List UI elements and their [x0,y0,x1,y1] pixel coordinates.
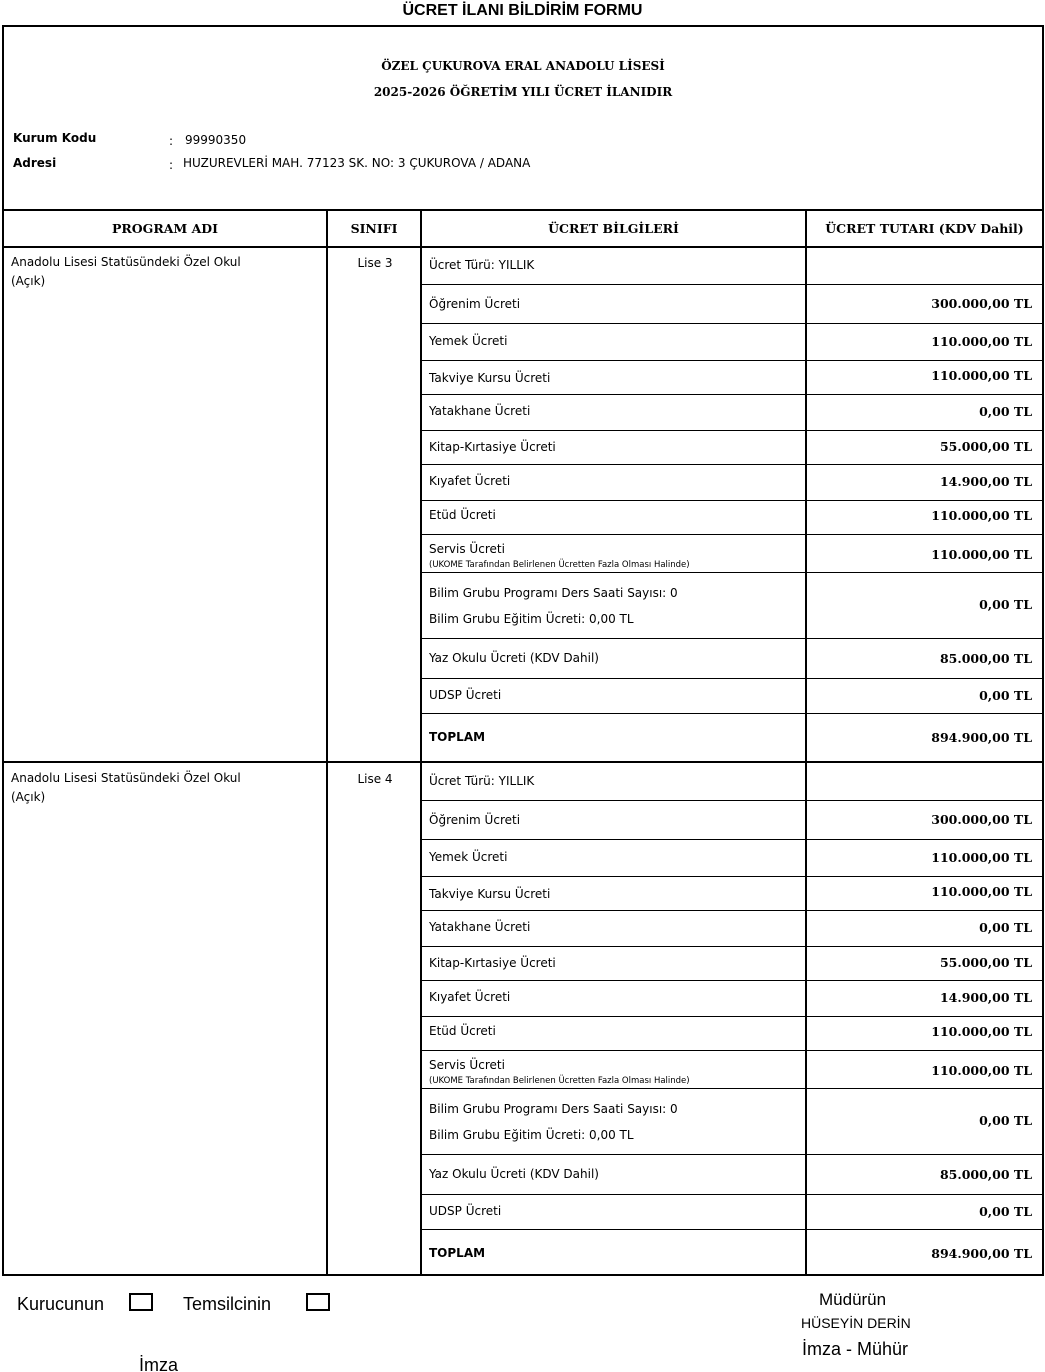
column-divider [326,209,328,1276]
temsilci-checkbox[interactable] [306,1293,330,1311]
column-sinifi: SINIFI [350,221,398,236]
servis-note: (UKOME Tarafından Belirlenen Ücretten Fazla Olması Halinde) [429,1076,690,1086]
takviye-kursu-label: Takviye Kursu Ücreti [429,371,551,385]
servis-amount: 110.000,00 TL [931,547,1032,562]
servis-label: Servis Ücreti [429,542,505,556]
kitap-kirtasiye-label: Kitap-Kırtasiye Ücreti [429,956,556,970]
bilim-grubu-saat-label: Bilim Grubu Programı Ders Saati Sayısı: 0 [429,1102,678,1116]
column-ucret-tutari: ÜCRET TUTARI (KDV Dahil) [825,221,1024,236]
row-divider [421,323,1042,324]
yatakhane-label: Yatakhane Ücreti [429,404,531,418]
row-divider [421,980,1042,981]
program-name [11,253,311,291]
row-divider [421,638,1042,639]
kurum-kodu-label: Kurum Kodu [13,131,97,145]
program-name [11,769,311,807]
row-divider [421,1050,1042,1051]
toplam-amount: 894.900,00 TL [931,1246,1032,1261]
fee-type-label: Ücret Türü: YILLIK [429,774,535,788]
etud-amount: 110.000,00 TL [931,508,1032,523]
udsp-amount: 0,00 TL [979,1204,1032,1219]
servis-amount: 110.000,00 TL [931,1063,1032,1078]
program-grade: Lise 4 [357,772,393,786]
kitap-kirtasiye-label: Kitap-Kırtasiye Ücreti [429,440,556,454]
row-divider [421,946,1042,947]
adres-label: Adresi [13,156,57,170]
etud-label: Etüd Ücreti [429,1024,496,1038]
temsilci-label: Temsilcinin [183,1294,272,1314]
adres-value: HUZUREVLERİ MAH. 77123 SK. NO: 3 ÇUKUROVA / ADANA [183,156,531,170]
row-divider [421,876,1042,877]
row-divider [421,1194,1042,1195]
takviye-kursu-label: Takviye Kursu Ücreti [429,887,551,901]
yatakhane-amount: 0,00 TL [979,404,1032,419]
adres-colon: : [169,158,174,172]
etud-label: Etüd Ücreti [429,508,496,522]
yemek-ucreti-label: Yemek Ücreti [429,334,508,348]
kurucu-checkbox[interactable] [129,1293,153,1311]
kurucu-label: Kurucunun [17,1294,105,1314]
toplam-amount: 894.900,00 TL [931,730,1032,745]
bilim-grubu-amount: 0,00 TL [979,1113,1032,1128]
yemek-ucreti-amount: 110.000,00 TL [931,334,1032,349]
yaz-okulu-amount: 85.000,00 TL [939,651,1032,666]
yatakhane-label: Yatakhane Ücreti [429,920,531,934]
program-divider [4,761,1042,763]
form-title: ÜCRET İLANI BİLDİRİM FORMU [402,2,643,19]
udsp-label: UDSP Ücreti [429,1204,502,1218]
row-divider [421,1088,1042,1089]
row-divider [421,678,1042,679]
program-status: (Açık) [11,790,46,804]
program-name-line: Anadolu Lisesi Statüsündeki Özel Okul [11,255,241,269]
udsp-label: UDSP Ücreti [429,688,502,702]
row-divider [421,360,1042,361]
toplam-label: TOPLAM [429,1246,486,1260]
kiyafet-label: Kıyafet Ücreti [429,990,511,1004]
row-divider [421,1229,1042,1230]
yemek-ucreti-amount: 110.000,00 TL [931,850,1032,865]
program-grade: Lise 3 [357,256,393,270]
takviye-kursu-amount: 110.000,00 TL [931,368,1032,383]
servis-note: (UKOME Tarafından Belirlenen Ücretten Fazla Olması Halinde) [429,560,690,570]
row-divider [421,284,1042,285]
row-divider [421,500,1042,501]
bilim-grubu-ucret-label: Bilim Grubu Eğitim Ücreti: 0,00 TL [429,612,634,626]
kiyafet-amount: 14.900,00 TL [939,990,1032,1005]
ogrenim-ucreti-label: Öğrenim Ücreti [429,297,521,311]
imza-label: İmza [139,1355,179,1372]
kurum-kodu-value: 99990350 [185,133,247,147]
udsp-amount: 0,00 TL [979,688,1032,703]
yaz-okulu-amount: 85.000,00 TL [939,1167,1032,1182]
kiyafet-amount: 14.900,00 TL [939,474,1032,489]
yaz-okulu-label: Yaz Okulu Ücreti (KDV Dahil) [429,651,599,665]
bilim-grubu-amount: 0,00 TL [979,597,1032,612]
ogrenim-ucreti-amount: 300.000,00 TL [931,812,1032,827]
bilim-grubu-ucret-label: Bilim Grubu Eğitim Ücreti: 0,00 TL [429,1128,634,1142]
row-divider [421,394,1042,395]
bilim-grubu-saat-label: Bilim Grubu Programı Ders Saati Sayısı: 0 [429,586,678,600]
fee-form-frame [2,25,1044,1276]
yaz-okulu-label: Yaz Okulu Ücreti (KDV Dahil) [429,1167,599,1181]
servis-label: Servis Ücreti [429,1058,505,1072]
imza-muhur-label: İmza - Mühür [802,1339,909,1359]
etud-amount: 110.000,00 TL [931,1024,1032,1039]
yatakhane-amount: 0,00 TL [979,920,1032,935]
kiyafet-label: Kıyafet Ücreti [429,474,511,488]
ogrenim-ucreti-amount: 300.000,00 TL [931,296,1032,311]
column-program-adi: PROGRAM ADI [111,221,218,236]
kurum-kodu-colon: : [169,134,174,148]
row-divider [421,430,1042,431]
row-divider [421,800,1042,801]
form-header [4,27,1042,210]
mudur-label: Müdürün [819,1290,887,1309]
row-divider [421,572,1042,573]
kitap-kirtasiye-amount: 55.000,00 TL [939,439,1032,454]
column-divider [420,209,422,1276]
row-divider [421,534,1042,535]
row-divider [421,1154,1042,1155]
program-status: (Açık) [11,274,46,288]
program-name-line: Anadolu Lisesi Statüsündeki Özel Okul [11,771,241,785]
takviye-kursu-amount: 110.000,00 TL [931,884,1032,899]
mudur-name: HÜSEYİN DERİN [801,1315,911,1331]
academic-year-line: 2025-2026 ÖĞRETİM YILI ÜCRET İLANIDIR [373,85,673,99]
toplam-label: TOPLAM [429,730,486,744]
row-divider [421,1016,1042,1017]
row-divider [421,464,1042,465]
column-ucret-bilgileri: ÜCRET BİLGİLERİ [548,221,679,236]
school-name: ÖZEL ÇUKUROVA ERAL ANADOLU LİSESİ [381,59,665,73]
row-divider [421,910,1042,911]
row-divider [421,713,1042,714]
yemek-ucreti-label: Yemek Ücreti [429,850,508,864]
kitap-kirtasiye-amount: 55.000,00 TL [939,955,1032,970]
ogrenim-ucreti-label: Öğrenim Ücreti [429,813,521,827]
row-divider [421,839,1042,840]
fee-type-label: Ücret Türü: YILLIK [429,258,535,272]
